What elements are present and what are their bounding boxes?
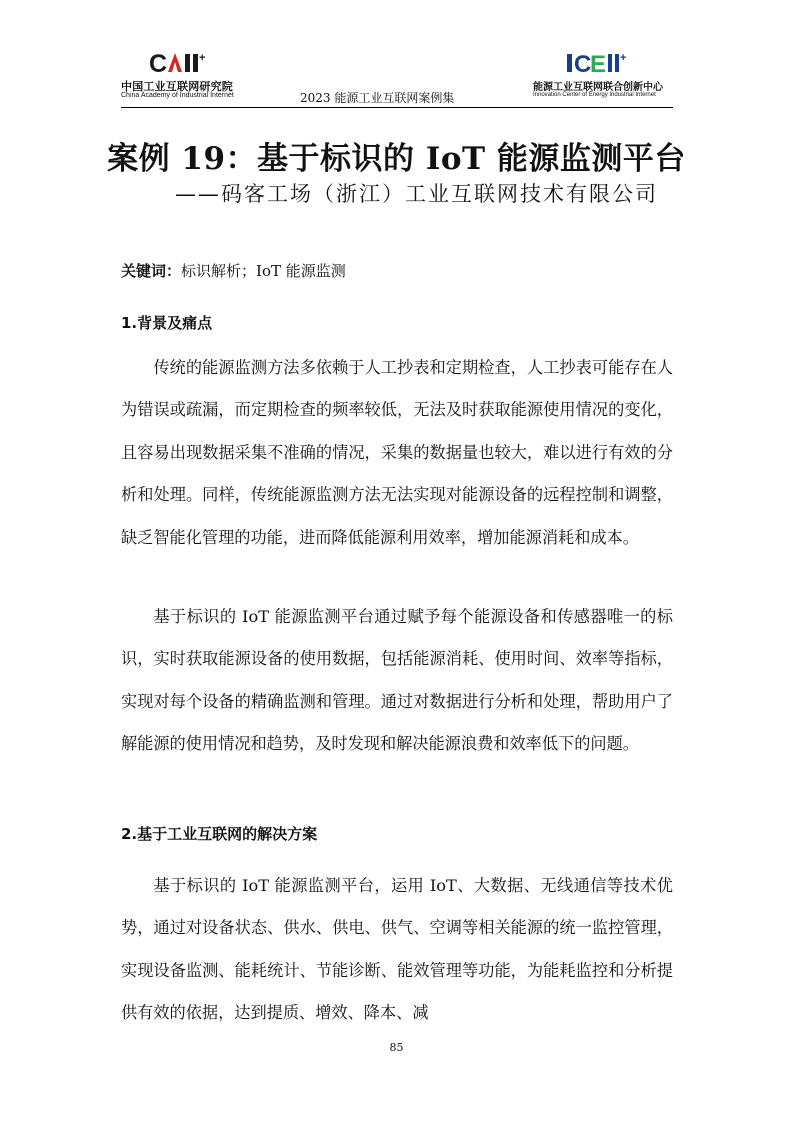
svg-text:C: C [574, 51, 592, 76]
svg-text:E: E [590, 51, 607, 76]
running-title: 2023 能源工业互联网案例集 [300, 91, 455, 105]
svg-text:+: + [620, 52, 627, 64]
document-subtitle: ——码客工场（浙江）工业互联网技术有限公司 [175, 182, 658, 206]
caii-name-cn: 中国工业互联网研究院 [121, 80, 233, 93]
iceii-name-en: Innovation Center of Energy Industrial Internet [533, 92, 656, 98]
section1-paragraph-2: 基于标识的 IoT 能源监测平台通过赋予每个能源设备和传感器唯一的标识，实时获取能源设备的使用数据，包括能源消耗、使用时间、效率等指标，实现对每个设备的精确监测和管理。通过对数据进行分析和处理，帮助用户了解能源的使用情况和趋势，及时发现和解决能源浪费和效率低下的问题。 [121, 607, 673, 754]
page-number: 85 [389, 1041, 404, 1054]
section1-paragraph-1: 传统的能源监测方法多依赖于人工抄表和定期检查，人工抄表可能存在人为错误或疏漏，而定期检查的频率较低，无法及时获取能源使用情况的变化，且容易出现数据采集不准确的情况，采集的数据量也较大，难以进行有效的分析和处理。同样，传统能源监测方法无法实现对能源设备的远程控制和调整，缺乏智能化管理的功能，进而降低能源利用效率，增加能源消耗和成本。 [121, 358, 673, 547]
keywords-value: 标识解析；IoT 能源监测 [181, 262, 346, 280]
section-heading-2: 2.基于工业互联网的解决方案 [121, 825, 318, 843]
svg-text:C: C [149, 50, 167, 76]
header-divider [121, 107, 673, 108]
keywords-line [121, 260, 346, 281]
iceii-logo-mark [567, 50, 639, 76]
section2-paragraph-1: 基于标识的 IoT 能源监测平台，运用 IoT、大数据、无线通信等技术优势，通过对设备状态、供水、供电、供气、空调等相关能源的统一监控管理，实现设备监测、能耗统计、节能诊断、能效管理等功能，为能耗监控和分析提供有效的依据，达到提质、增效、降本、减 [121, 876, 673, 1023]
page-header [0, 0, 793, 110]
iceii-name-cn: 能源工业互联网联合创新中心 [533, 82, 663, 93]
caii-logo-mark [149, 50, 229, 76]
keywords-label: 关键词： [121, 262, 182, 280]
document-title: 案例 19：基于标识的 IoT 能源监测平台 [107, 141, 686, 177]
svg-text:+: + [199, 52, 206, 64]
section-heading-1: 1.背景及痛点 [121, 314, 213, 332]
caii-name-en: China Academy of Industrial Internet [121, 92, 234, 99]
